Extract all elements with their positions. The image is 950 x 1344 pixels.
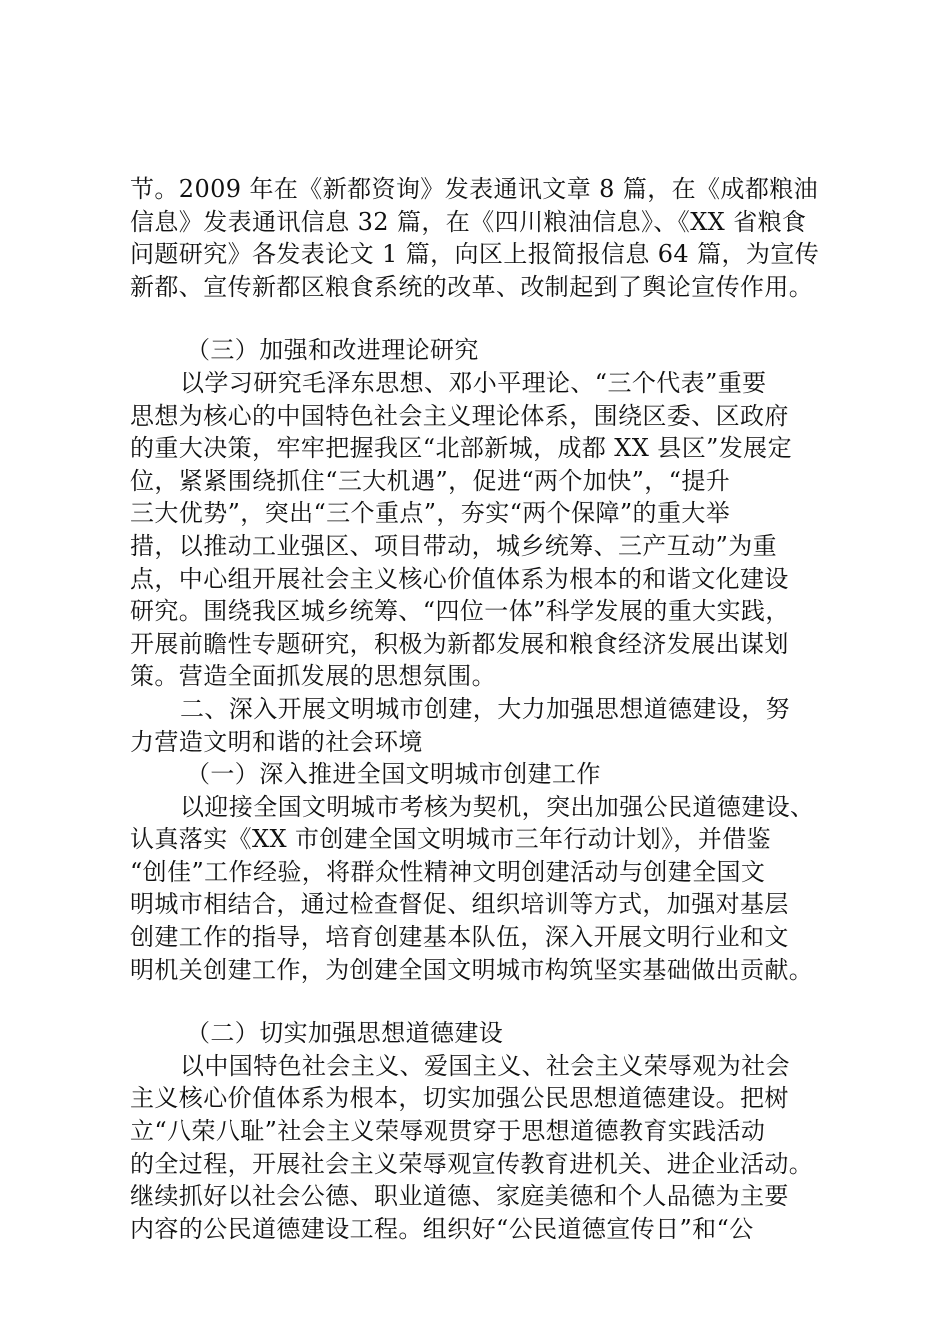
subheading-moral-building: （二）切实加强思想道德建设	[186, 1019, 504, 1048]
text-line: 的全过程，开展社会主义荣辱观宣传教育进机关、进企业活动。	[130, 1149, 814, 1178]
text-line: 力营造文明和谐的社会环境	[130, 727, 423, 756]
text-line: 新都、宣传新都区粮食系统的改革、改制起到了舆论宣传作用。	[130, 272, 814, 301]
text-line: 信息》发表通讯信息 32 篇，在《四川粮油信息》、《XX 省粮食	[130, 207, 807, 236]
text-line: 位，紧紧围绕抓住“三大机遇”，促进“两个加快”，“提升	[130, 466, 731, 495]
text-line: 认真落实《XX 市创建全国文明城市三年行动计划》，并借鉴	[130, 825, 771, 854]
text-line: 二、深入开展文明城市创建，大力加强思想道德建设，努	[180, 694, 790, 723]
section-heading-civilization	[130, 693, 830, 758]
text-line: 内容的公民道德建设工程。组织好“公民道德宣传日”和“公	[130, 1214, 754, 1243]
document-body	[130, 173, 830, 1245]
subheading-civilized-city: （一）深入推进全国文明城市创建工作	[186, 760, 601, 789]
text-line: 的重大决策，牢牢把握我区“北部新城，成都 XX 县区”发展定	[130, 434, 792, 463]
paragraph-publications	[130, 173, 830, 303]
subheading-theory-research: （三）加强和改进理论研究	[186, 336, 479, 365]
paragraph-civilized-city	[130, 791, 830, 987]
paragraph-theory-research	[130, 367, 830, 693]
text-line: 继续抓好以社会公德、职业道德、家庭美德和个人品德为主要	[130, 1182, 789, 1211]
text-line: 以学习研究毛泽东思想、邓小平理论、“三个代表”重要	[180, 368, 767, 397]
text-line: 开展前瞻性专题研究，积极为新都发展和粮食经济发展出谋划	[130, 629, 789, 658]
text-line: 以迎接全国文明城市考核为契机，突出加强公民道德建设、	[180, 792, 815, 821]
text-line: 明机关创建工作，为创建全国文明城市构筑坚实基础做出贡献。	[130, 955, 814, 984]
text-line: 思想为核心的中国特色社会主义理论体系，围绕区委、区政府	[130, 401, 789, 430]
text-line: 三大优势”，突出“三个重点”，夯实“两个保障”的重大举	[130, 499, 731, 528]
text-line: 策。营造全面抓发展的思想氛围。	[130, 662, 496, 691]
text-line: 点，中心组开展社会主义核心价值体系为根本的和谐文化建设	[130, 564, 789, 593]
paragraph-gap	[130, 303, 830, 334]
text-line: 明城市相结合，通过检查督促、组织培训等方式，加强对基层	[130, 890, 789, 919]
text-line: 创建工作的指导，培育创建基本队伍，深入开展文明行业和文	[130, 923, 789, 952]
text-line: 以中国特色社会主义、爱国主义、社会主义荣辱观为社会	[180, 1051, 790, 1080]
text-line: 立“八荣八耻”社会主义荣辱观贯穿于思想道德教育实践活动	[130, 1117, 766, 1146]
text-line: 措，以推动工业强区、项目带动，城乡统筹、三产互动”为重	[130, 531, 778, 560]
text-line: “创佳”工作经验，将群众性精神文明创建活动与创建全国文	[130, 857, 766, 886]
text-line: 研究。围绕我区城乡统筹、“四位一体”科学发展的重大实践，	[130, 597, 790, 626]
paragraph-moral-building	[130, 1050, 830, 1246]
text-line: 节。2009 年在《新都资询》发表通讯文章 8 篇，在《成都粮油	[130, 175, 819, 203]
paragraph-gap	[130, 986, 830, 1017]
text-line: 主义核心价值体系为根本，切实加强公民思想道德建设。把树	[130, 1084, 789, 1113]
text-line: 问题研究》各发表论文 1 篇，向区上报简报信息 64 篇，为宣传	[130, 240, 820, 269]
